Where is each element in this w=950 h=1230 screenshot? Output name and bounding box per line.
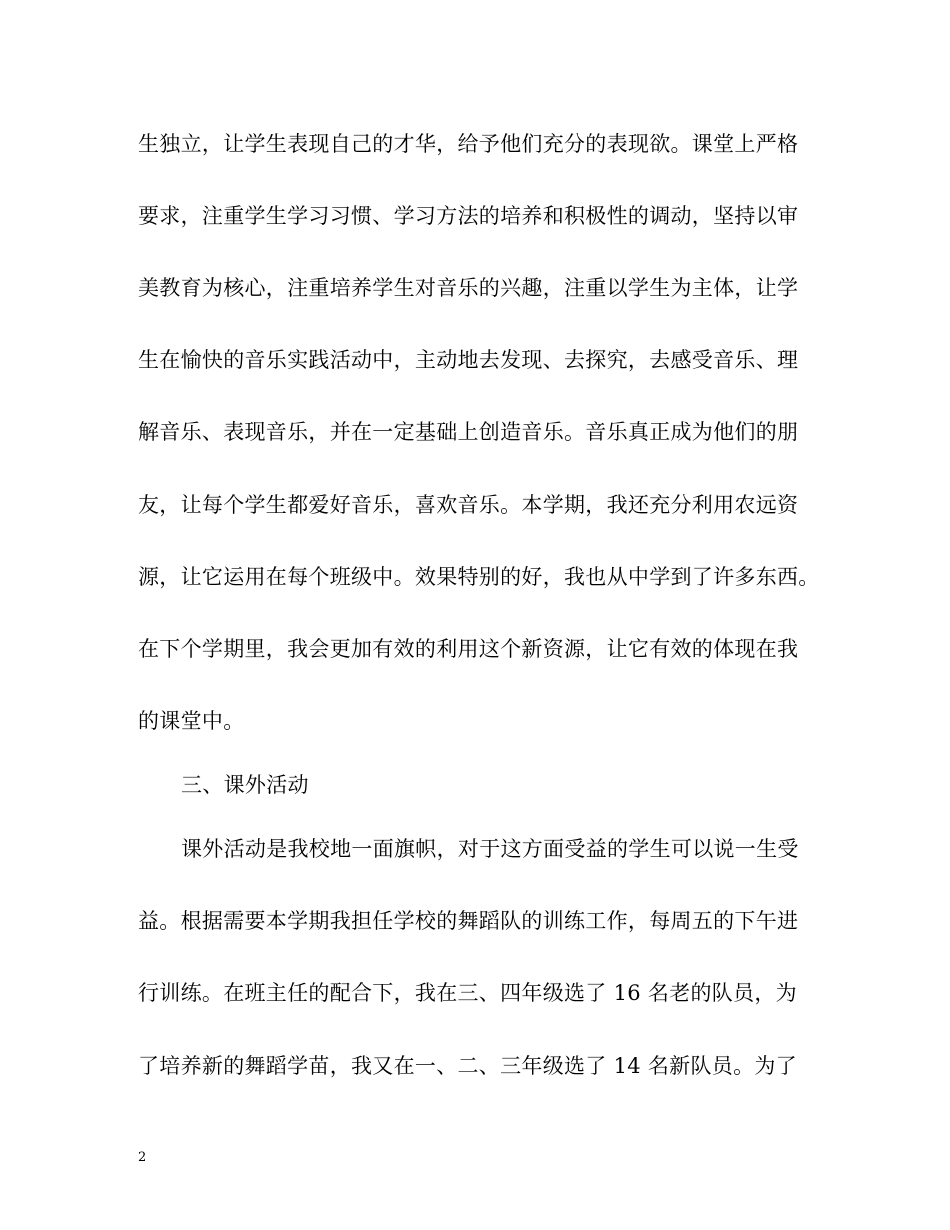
paragraph-line: 在下个学期里，我会更加有效的利用这个新资源，让它有效的体现在我 [138,637,799,661]
paragraph-line: 课外活动是我校地一面旗帜，对于这方面受益的学生可以说一生受 [181,837,799,861]
paragraph-line: 生独立，让学生表现自己的才华，给予他们充分的表现欲。课堂上严格 [138,132,799,156]
paragraph-line: 源，让它运用在每个班级中。效果特别的好，我也从中学到了许多东西。 [138,565,820,589]
paragraph-line: 的课堂中。 [138,709,245,733]
paragraph-line: 益。根据需要本学期我担任学校的舞蹈队的训练工作，每周五的下午进 [138,909,799,933]
paragraph-line: 行训练。在班主任的配合下，我在三、四年级选了 16 名老的队员，为 [138,981,797,1005]
paragraph-line: 要求，注重学生学习习惯、学习方法的培养和积极性的调动，坚持以审 [138,204,799,228]
paragraph-line: 美教育为核心，注重培养学生对音乐的兴趣，注重以学生为主体，让学 [138,276,799,300]
page-number: 2 [138,1150,147,1165]
paragraph-line: 生在愉快的音乐实践活动中，主动地去发现、去探究，去感受音乐、理 [138,348,799,372]
paragraph-line: 友，让每个学生都爱好音乐，喜欢音乐。本学期，我还充分利用农远资 [138,493,799,517]
paragraph-line: 了培养新的舞蹈学苗，我又在一、二、三年级选了 14 名新队员。为了 [138,1054,797,1078]
paragraph-line: 解音乐、表现音乐，并在一定基础上创造音乐。音乐真正成为他们的朋 [138,420,799,444]
section-heading: 三、课外活动 [181,773,309,797]
